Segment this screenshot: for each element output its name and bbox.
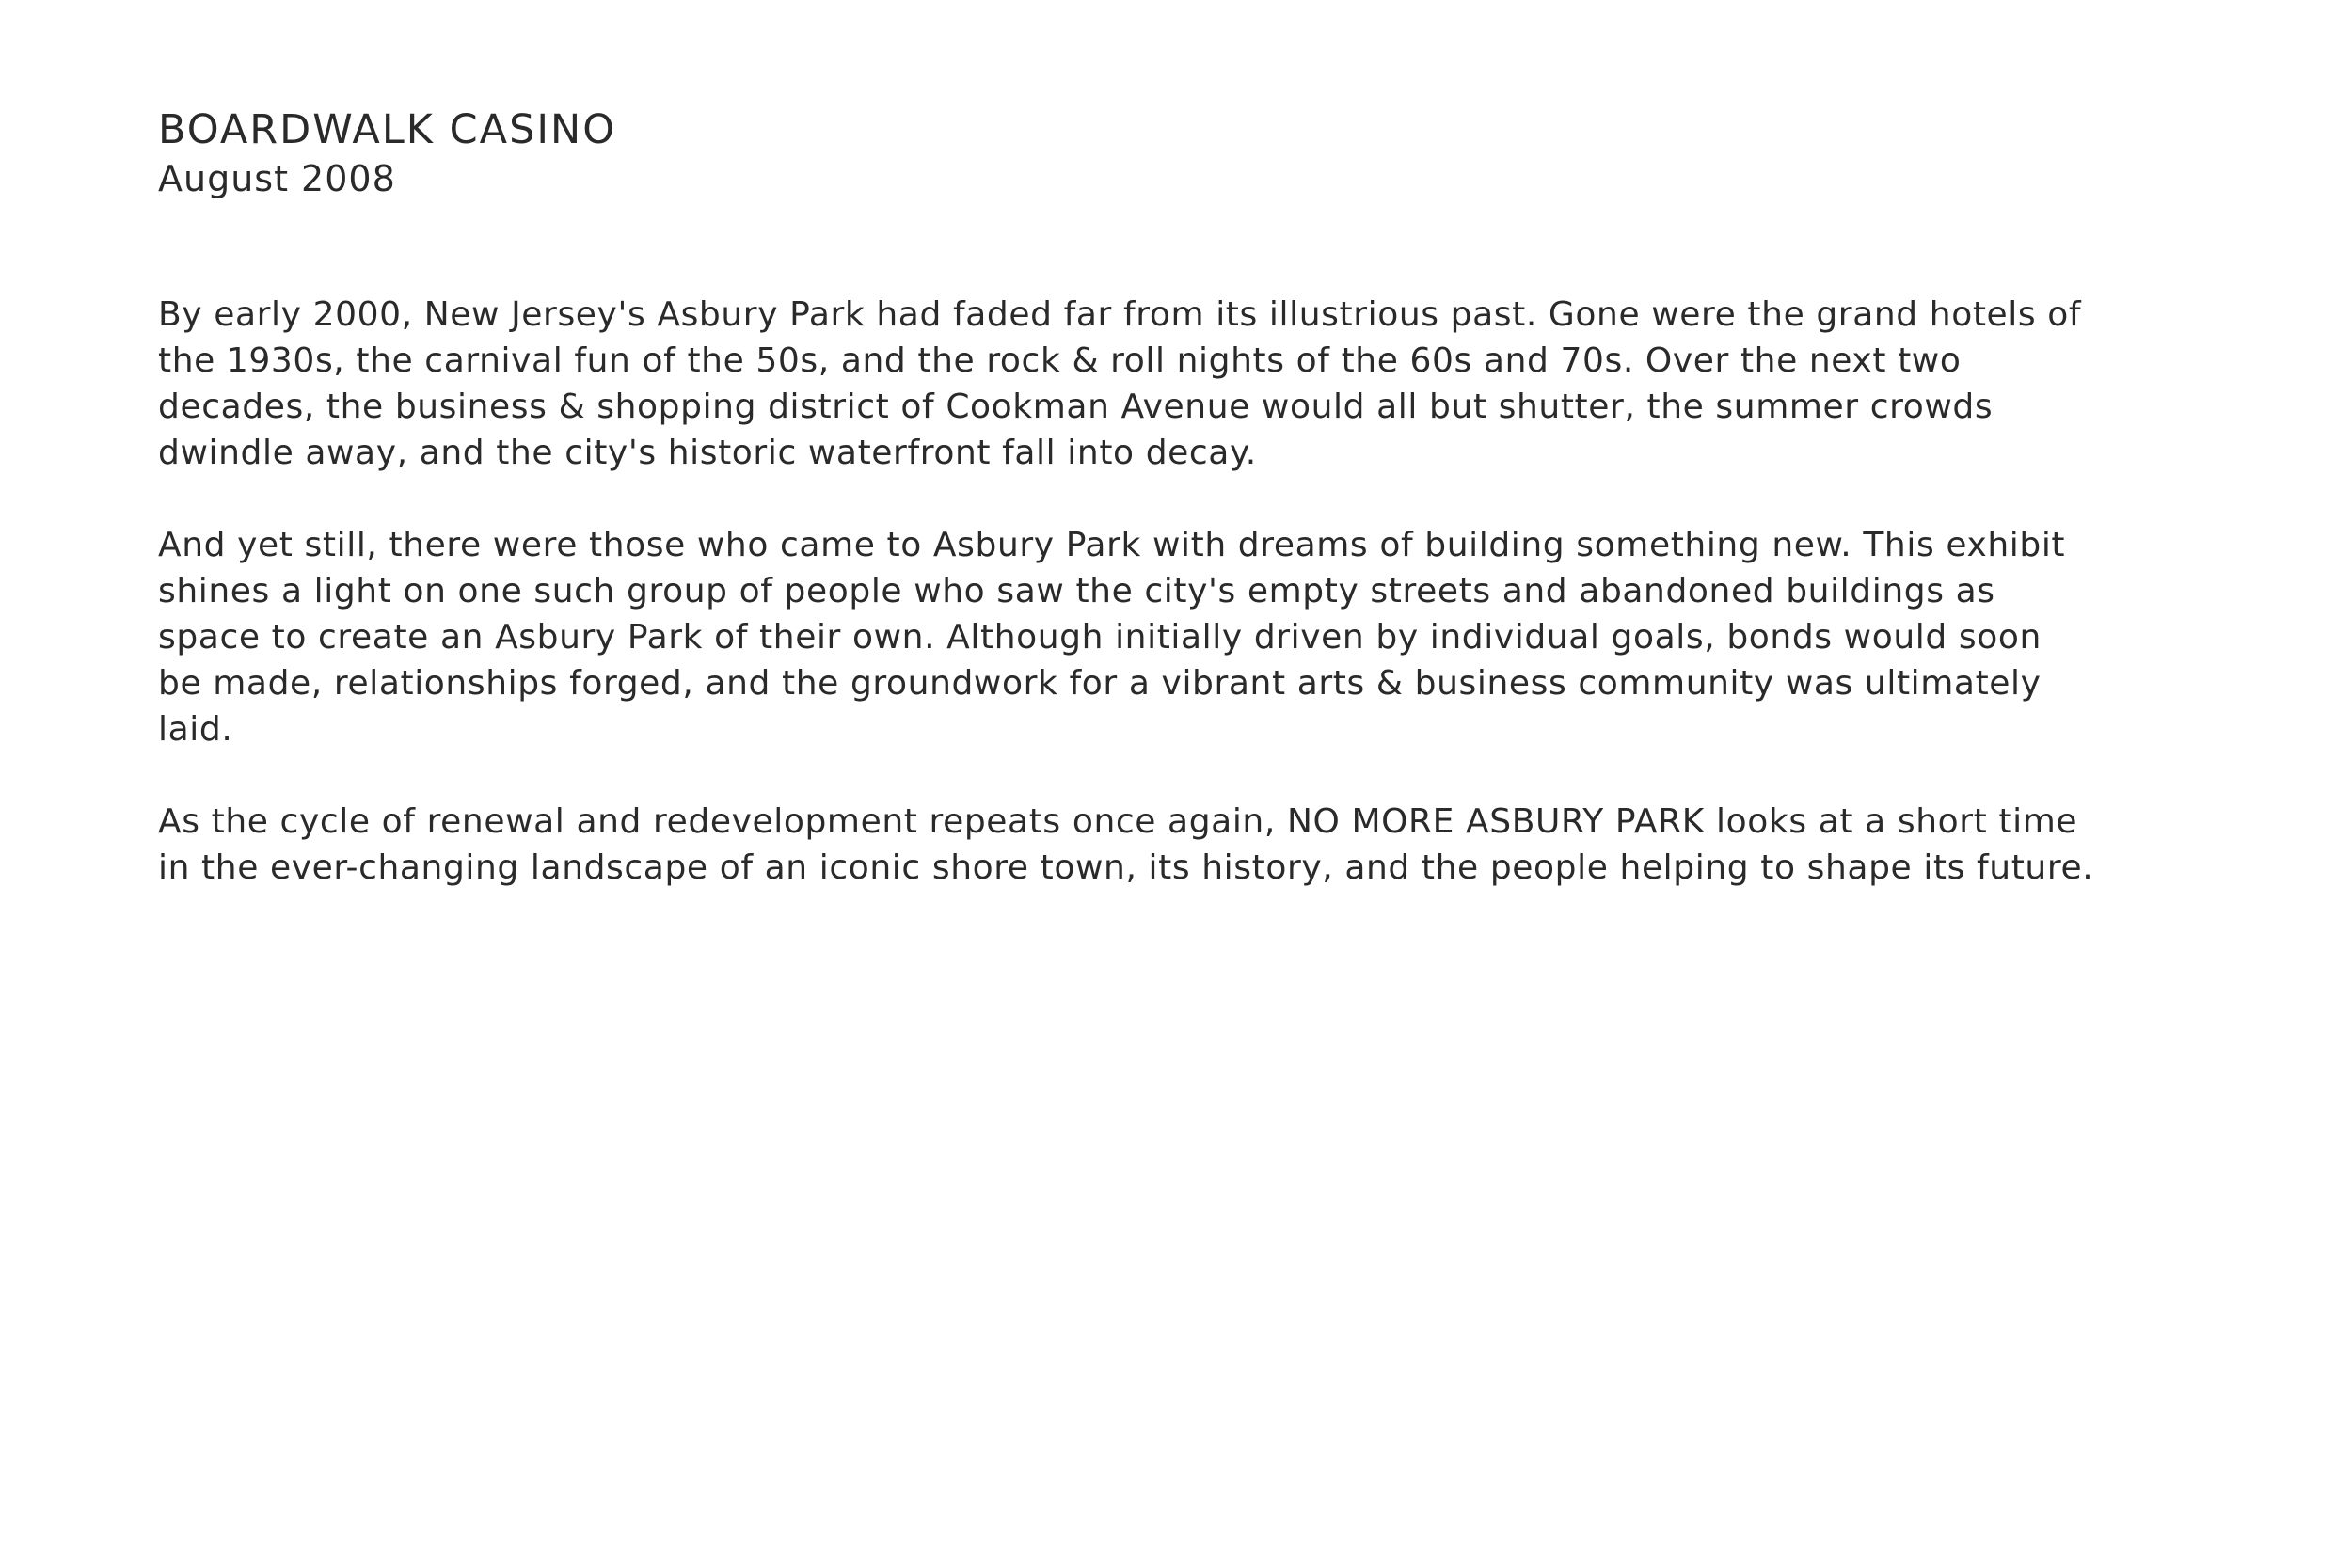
paragraph-3: As the cycle of renewal and redevelopment repeats once again, NO MORE ASBURY PARK looks at a short time in the ever-changing landscape of an iconic shore town, its history, and the people helping to shape its future.	[158, 802, 2094, 887]
body-text	[158, 292, 2096, 891]
page-date: August 2008	[158, 158, 396, 199]
paragraph-1: By early 2000, New Jersey's Asbury Park had faded far from its illustrious past. Gone were the grand hotels of the 1930s, the carnival fun of the 50s, and the rock & roll nights of the 60s and 70s. Over the next two decades, the business & shopping district of Cookman Avenue would all but shutter, the summer crowds dwindle away, and the city's historic waterfront fall into decay.	[158, 295, 2082, 472]
paragraph-2: And yet still, there were those who came to Asbury Park with dreams of building something new. This exhibit shines a light on one such group of people who saw the city's empty streets and abandoned buildings as space to create an Asbury Park of their own. Although initially driven by individual goals, bonds would soon be made, relationships forged, and the groundwork for a vibrant arts & business community was ultimately laid.	[158, 526, 2066, 749]
document-page	[158, 103, 2096, 937]
page-title: BOARDWALK CASINO	[158, 106, 617, 153]
